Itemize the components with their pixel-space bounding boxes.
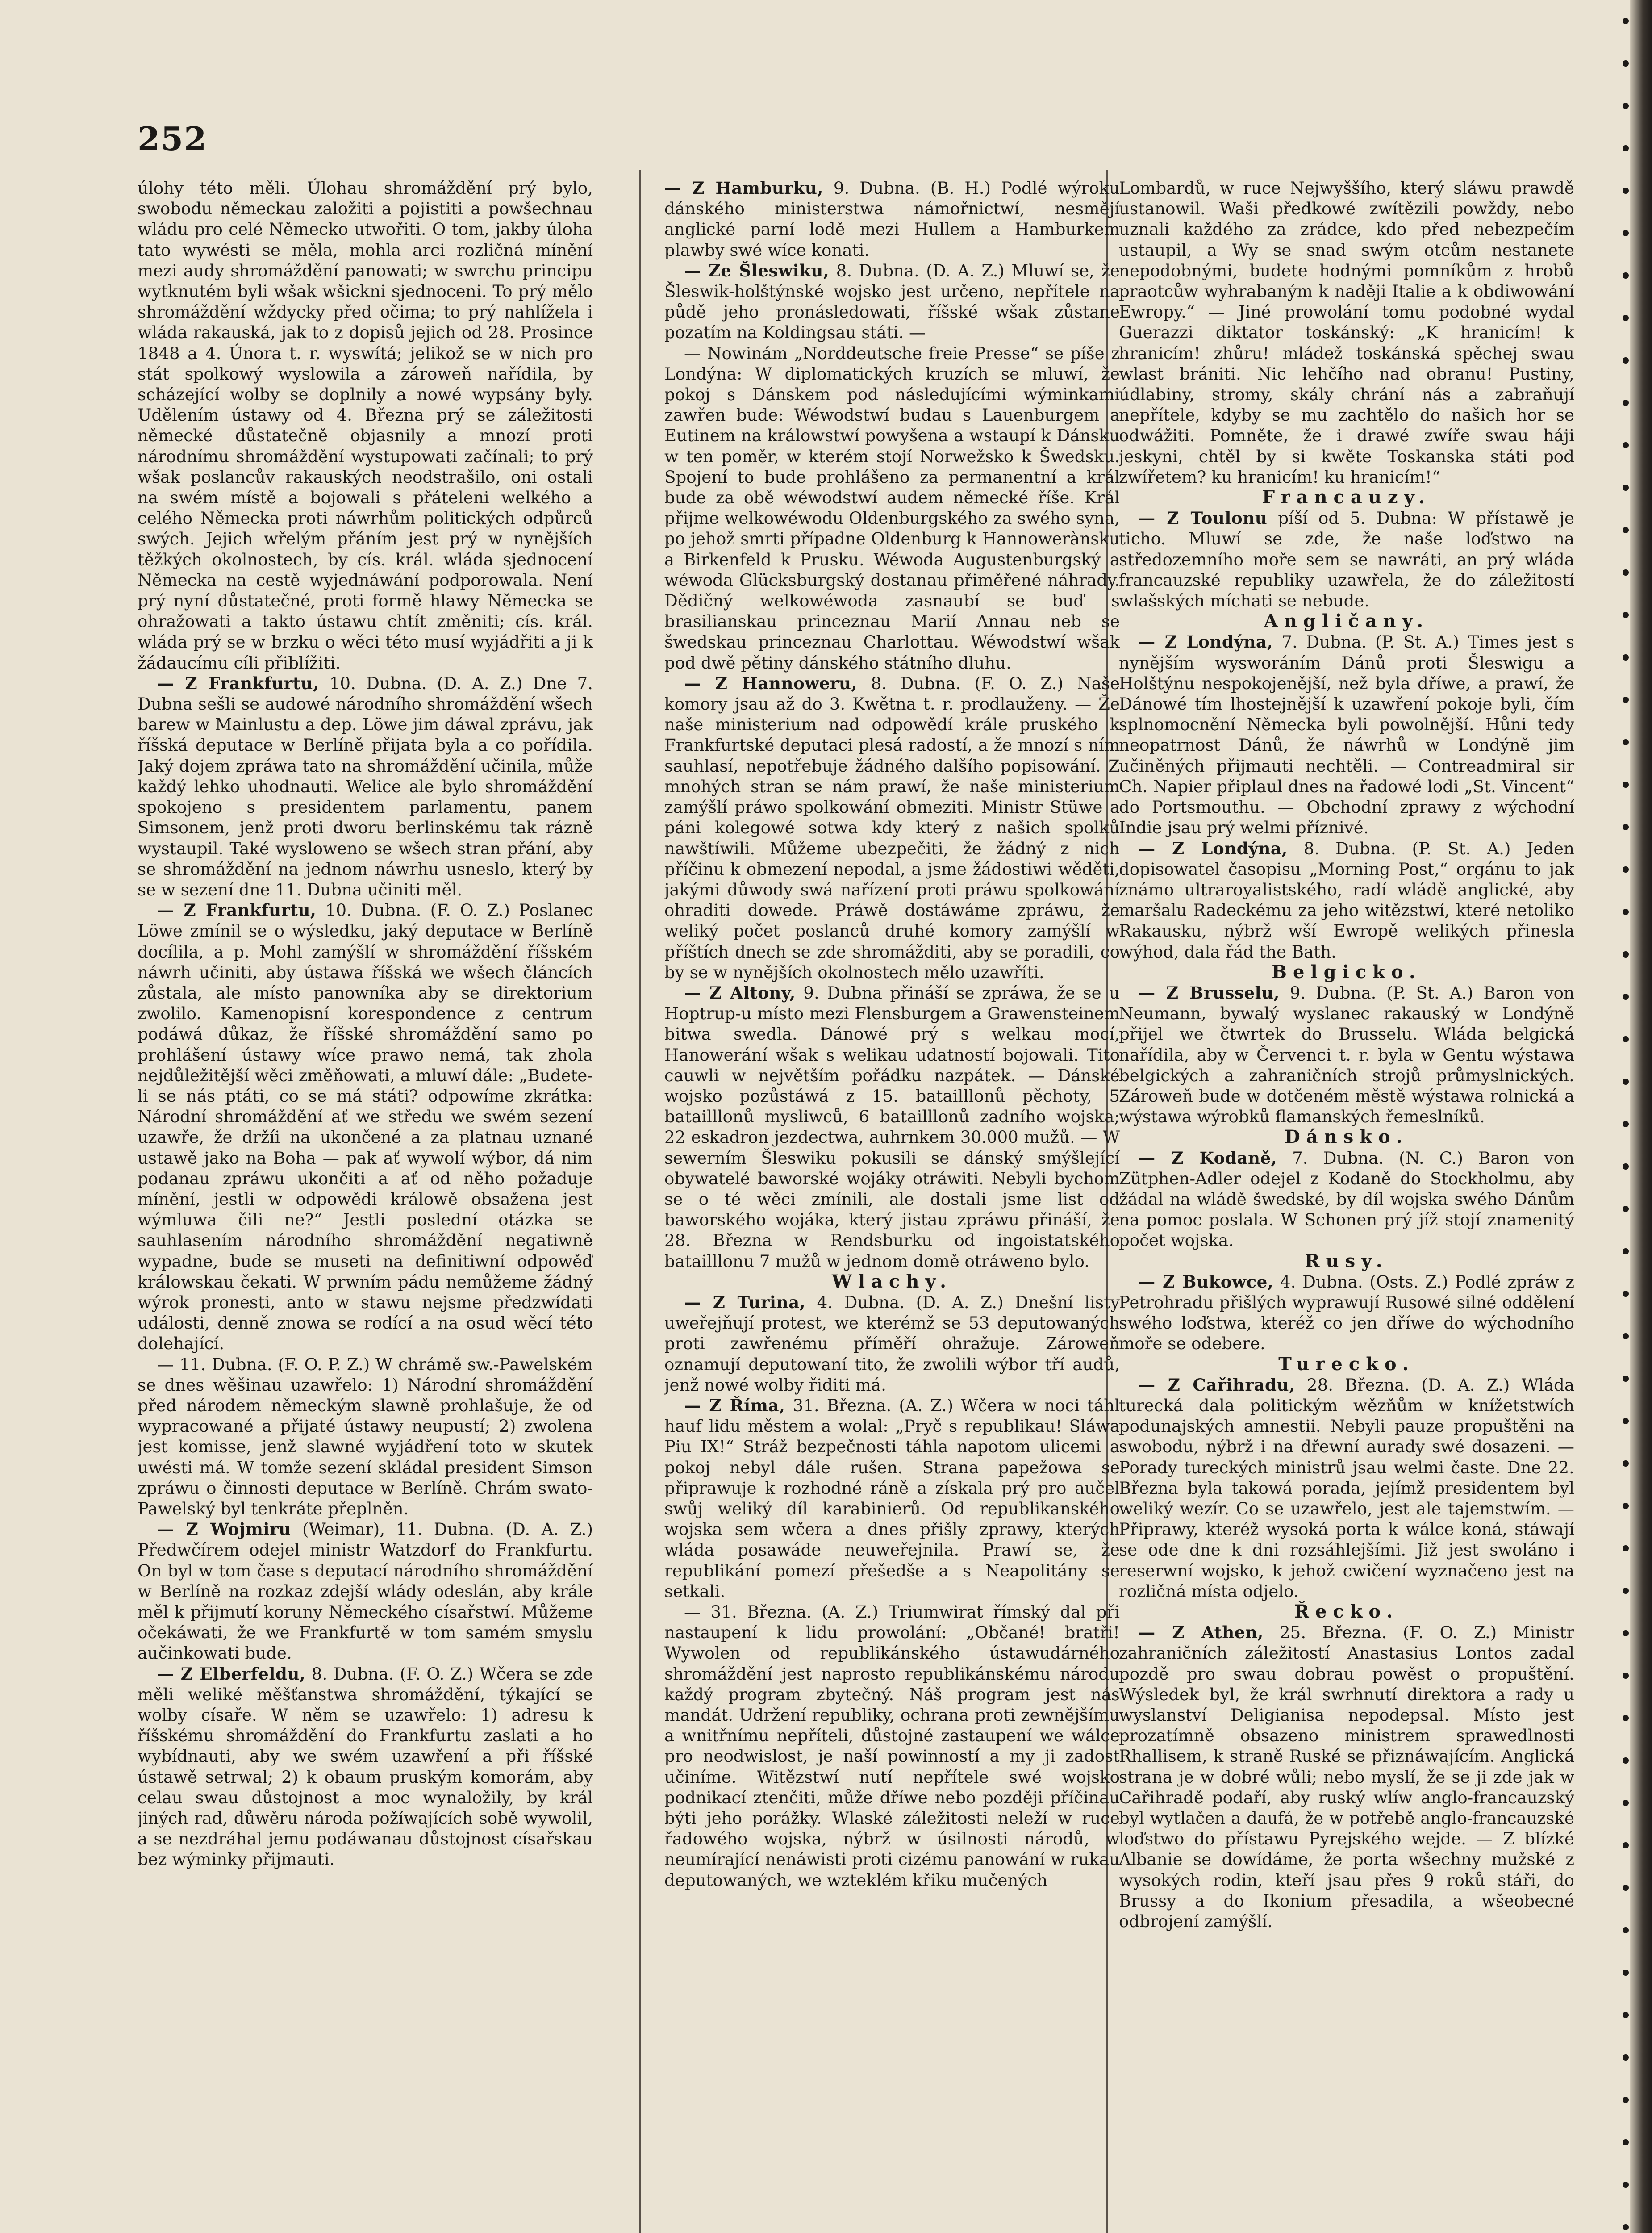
article-paragraph	[1119, 508, 1574, 611]
binding-hole	[1623, 1757, 1629, 1764]
binding-hole	[1623, 1460, 1629, 1467]
binding-hole	[1623, 782, 1629, 788]
paragraph-text: píší od 5. Dubna: W přístawě je ticho. Mluwí se zde, že naše loďstwo na středozemního moře sem se nawráti, an prý wláda francauzské republiky uzawřela, že do záležitostí wlašských míchati se nebude.	[1119, 508, 1574, 611]
article-paragraph	[664, 983, 1120, 1271]
article-paragraph	[1119, 1271, 1574, 1354]
column-2	[664, 178, 1120, 2233]
article-paragraph	[664, 673, 1120, 983]
binding-hole	[1623, 909, 1629, 915]
binding-hole	[1623, 2054, 1629, 2061]
binding-hole	[1623, 994, 1629, 1000]
binding-hole	[1623, 1503, 1629, 1509]
binding-hole	[1623, 2097, 1629, 2103]
article-paragraph	[1119, 631, 1574, 838]
paragraph-text: Lombardů, w ruce Nejwyššího, který sláwu prawdě ustanowil. Waši předkowé zwítězili powždy, nebo uznali každého za zrádce, kdo před nebezpečím ustaupil, a Wy se snad swým otcům nestanete nepodobnými, budete hodnými pomníkům z hrobů praotcůw wyhrabaným k naději Italie a k obdiwowání Ewropy.“ — Jiné prowolání tomu podobné wydal Guerazzi diktator toskánský: „K hranicím! k hranicím! zhůru! mládež toskánská spěchej swau wlast brániti. Nic lehčího nad obranu! Pustiny, údlabiny, stromy, skály chrání nás a zabraňují nepřítele, kdyby se mu zachtělo do našich hor se odwážiti. Pomněte, že i drawé zwíře swau háji jeskyni, chtěl by si kwěte Toskanska státi pod zwířetem? ku hranicím! ku hranicím!“	[1119, 178, 1574, 487]
binding-hole	[1623, 697, 1629, 703]
binding-hole	[1623, 315, 1629, 321]
binding-hole	[1623, 1630, 1629, 1636]
section-header: Rusy.	[1305, 1250, 1389, 1271]
section-header: Dánsko.	[1285, 1126, 1409, 1148]
paragraph-text: — 11. Dubna. (F. O. P. Z.) W chrámě sw.-Pawelském se dnes wěšinau uzawřelo: 1) Národní shromáždění před národem německým slawně prohlašuje, že od wypracowané a přijaté ústawy neupustí; 2) zwolena jest komisse, jenž slawné wyjádření toto w skutek uwésti má. W tomže sezení skládal president Simson zpráwu o činnosti deputace w Berlíně. Chrám swato-Pawelský byl tenkráte přeplněn.	[138, 1354, 593, 1518]
paragraph-text: 4. Dubna. (Osts. Z.) Podlé zpráw z Petrohradu přišlých wyprawují Rusowé silné oddělení swého loďstwa, kteréž co jen dříwe do wýchodního moře se odebere.	[1119, 1271, 1574, 1354]
article-paragraph	[138, 1664, 593, 1870]
binding-hole	[1623, 1588, 1629, 1594]
binding-hole	[1623, 1291, 1629, 1297]
paragraph-text: 9. Dubna přináší se zpráwa, že se u Hoptrup-u místo mezi Flensburgem a Grawensteinem bitwa swedla. Dánowé prý s welkau mocí, Hanowerání wšak s welikau udatností bojowali. Tito cauwli w největším pořádku nazpátek. — Dánské wojsko pozůstáwá z 15. batailllonů pěchoty, 5 batailllonů mysliwců, 6 batailllonů zadního wojska; 22 eskadron jezdectwa, auhrnkem 30.000 mužů. — W sewerním Šleswiku pokusili se dánský smýšlející obywatelé baworské wojáky otráwiti. Nebyli bychom se o té wěci zmínili, ale dostali jsme list od baworského wojáka, který jistau zpráwu přináší, že 28. Března w Rendsburku od ingoistatského batailllonu 7 mužů w jednom domě otráweno bylo.	[664, 983, 1120, 1271]
binding-hole	[1623, 1079, 1629, 1085]
dateline: — Z Frankfurtu,	[157, 673, 319, 693]
binding-hole	[1623, 357, 1629, 364]
binding-hole	[1623, 103, 1629, 109]
binding-hole	[1623, 1885, 1629, 1891]
binding-hole	[1623, 1333, 1629, 1339]
paragraph-text: úlohy této měli. Úlohau shromáždění prý bylo, swobodu německau založiti a pojistiti a powšechnau wládu pro celé Německo utwořiti. O tom, jakby úloha tato wywésti se měla, mohla arci rozličná mínění mezi audy shromáždění panowati; w swrchu principu wytknutém byli wšak wšickni sjednoceni. To prý mělo shromáždění wždycky před očima; to prý nahlížela i wláda rakauská, jak to z dopisů jejich od 28. Prosince 1848 a 4. Února t. r. wyswítá; jelikož se w nich pro stát spolkowý wyslowila a zároweň nařídila, by scházející wolby se doplnily a nowé wypsány byly. Udělením ústawy od 4. Března prý se záležitosti německé důstatečně objasnily a mnozí proti národnímu shromáždění wystupowati začínali; to prý wšak poslancův rakauských neodstrašilo, oni ostali na swém místě a bojowali s přáteleni welkého a celého Německa proti náwrhům politických odpůrců swých. Jejich wřelým přáním jest prý w nynějších těžkých okolnostech, by cís. král. wláda sjednocení Německa na cestě wyjednáwání podporowala. Není prý nyní důstatečné, proti formě hlawy Německa se ohražowati a takto ústawu chtít změniti; cís. král. wláda prý se w brzku o wěci této musí wyjádřiti a ji k žádaucímu cíli přiblížiti.	[138, 178, 593, 673]
section-header: Belgicko.	[1272, 961, 1422, 983]
binding-hole	[1623, 2139, 1629, 2145]
article-paragraph	[664, 1602, 1120, 1890]
binding-hole	[1623, 272, 1629, 279]
dateline: — Ze Šleswiku,	[684, 260, 830, 280]
binding-hole	[1623, 1121, 1629, 1127]
binding-hole	[1623, 1036, 1629, 1042]
binding-hole	[1623, 2224, 1629, 2230]
paragraph-text: 28. Března. (D. A. Z.) Wláda turecká dala politickým wězňům w knížetstwích podunajských amnestii. Nebyli pauze propuštěni na swobodu, nýbrž i na dřewní aurady swé dosazeni. — Porady tureckých ministrů jsau welmi časte. Dne 22. Března byla takowá porada, jejímž presidentem byl weliký wezír. Co se uzawřelo, jest ale tajemstwím. — Připrawy, kteréž wysoká porta k wálce koná, stáwají se ode dne k dni rozsáhlejšími. Již jest swoláno i reserwní wojsko, k jehož cwičení wyznačeno jest na rozličná místa odjelo.	[1119, 1375, 1574, 1601]
paragraph-text: — 31. Března. (A. Z.) Triumwirat římský dal při nastaupení k lidu prowolání: „Občané! bratři! Wywolen od republikánského ústawudárného shromáždění jest naprosto republikánskému národu každý program zbytečný. Náš program jest nás mandát. Udržení republiky, ochrana proti zewnějšímu a wnitřnímu nepříteli, důstojné zastaupení we wálce pro neodwislost, je naší powinností a my ji zadost učiníme. Witězstwí nutí nepřítele swé wojsko podnikací ztenčiti, může dříwe nebo později příčinau býti jeho porážky. Wlaské záležitosti neleží w ruce řadowého wojska, nýbrž w úsilnosti národů, w neumírající nenáwisti proti cizému panowání w rukau deputowaných, we wzteklém křiku mučených	[664, 1602, 1120, 1890]
article-paragraph	[138, 900, 593, 1354]
paragraph-text: 25. Března. (F. O. Z.) Ministr zahraničních záležitostí Anastasius Lontos zadal pozdě pro swau dobrau powěst o propuštění. Wýsledek byl, že král swrhnutí direktora a rady u wyslanství Deligianisa nepodepsal. Místo jest prozatímně obsazeno ministrem sprawedlnosti Rhallisem, k straně Ruské se přiznáwajícím. Anglická strana je w dobré wůli; nebo myslí, že se ji zde jak w Cařihradě podaří, aby ruský wlíw anglo-francauzský byl wytlačen a daufá, že w potřebě anglo-francauzské loďstwo do přístawu Pyrejského wejde. — Z blízké Albanie se dowídáme, že porta wšechny mužské z wysokých rodin, kteří jsau přes 9 roků stáři, do Brussy a do Ikonium přesadila, a wšeobecné odbrojení zamýšlí.	[1119, 1622, 1574, 1932]
article-paragraph	[1119, 983, 1574, 1127]
article-paragraph	[664, 260, 1120, 343]
article-paragraph	[138, 178, 593, 673]
article-paragraph	[664, 343, 1120, 673]
binding-hole	[1623, 442, 1629, 448]
binding-hole	[1623, 527, 1629, 533]
binding-hole	[1623, 824, 1629, 830]
dateline: — Z Toulonu	[1139, 508, 1268, 528]
article-paragraph	[138, 1519, 593, 1663]
binding-hole	[1623, 569, 1629, 576]
binding-hole	[1623, 2012, 1629, 2018]
paragraph-text: 4. Dubna. (D. A. Z.) Dnešní listy uweřejňují protest, we kterémž se 53 deputowaných proti zawřenému příměří ohražuje. Zároweň oznamují deputowaní tito, že zwolili wýbor tří audů, jenž nowé wolby řiditi má.	[664, 1292, 1120, 1395]
binding-hole	[1623, 230, 1629, 236]
binding-hole	[1623, 1842, 1629, 1848]
paragraph-text: 8. Dubna. (F. O. Z.) Naše komory jsau až do 3. Kwětna t. r. prodlauženy. — Že naše ministerium nad odpowědí krále pruského k Frankfurtské deputaci plesá radostí, a že mnozí s ním sauhlasí, nepotřebuje žádného dalšího popisowání. Z mnohých stran se nám prawí, že naše ministerium zamýšlí práwo spolkowání obmeziti. Ministr Stüwe a páni kolegowé sotwa kdy který z našich spolků nawštíwili. Můžeme ubezpečiti, že žádný z nich příčinu k obmezení nepodal, a jsme žádostiwi wěděti, jakými důwody swá nařízení proti práwu spolkowání ohraditi dowede. Práwě dostáwáme zpráwu, že weliký počet poslanců druhé komory zamýšlí w příštích dnech se zde shromážditi, aby se poradili, co by se w nynějších okolnostech mělo uzawříti.	[664, 673, 1120, 982]
binding-hole	[1623, 485, 1629, 491]
section-header: Řecko.	[1294, 1601, 1399, 1622]
article-paragraph	[664, 1395, 1120, 1602]
dateline: — Z Hamburku,	[664, 178, 823, 198]
dateline: — Z Londýna,	[1139, 632, 1273, 652]
article-paragraph	[1119, 1148, 1574, 1251]
binding-hole	[1623, 60, 1629, 67]
dateline: — Z Athen,	[1139, 1622, 1264, 1643]
binding-hole	[1623, 400, 1629, 406]
binding-hole	[1623, 18, 1629, 24]
binding-hole	[1623, 951, 1629, 958]
dateline: — Z Altony,	[684, 983, 796, 1003]
binding-hole	[1623, 1927, 1629, 1933]
binding-hole	[1623, 1800, 1629, 1806]
paragraph-text: 8. Dubna. (D. A. Z.) Mluwí se, že Šleswik-holštýnské wojsko jest určeno, nepřítele na půdě jeho pronásledowati, říšské wšak zůstane pozatím na Koldingsau státi. —	[664, 260, 1120, 343]
dateline: — Z Frankfurtu,	[157, 900, 317, 920]
column-1	[138, 178, 593, 2233]
binding-hole	[1623, 739, 1629, 745]
article-paragraph	[1119, 1622, 1574, 1932]
binding-hole	[1623, 1248, 1629, 1254]
paragraph-text: 8. Dubna. (P. St. A.) Jeden dopisowatel časopisu „Morning Post,“ orgánu to jak známo ultraroyalistského, radí wládě anglické, aby maršalu Radeckému za jeho witězstwí, které netoliko Rakausku, nýbrž wší Ewropě welikých přinesla wýhod, dala řád the Bath.	[1119, 838, 1574, 962]
binding-hole	[1623, 866, 1629, 873]
paragraph-text: 10. Dubna. (F. O. Z.) Poslanec Löwe zmínil se o wýsledku, jaký deputace w Berlíně docílila, a p. Mohl zamýšlí w shromáždění říšském náwrh učiniti, aby ústawa říšská we wšech článcích zůstala, ale místo panowníka aby se direktorium zwolilo. Kamenopisní korespondence z centrum podáwá důkaz, že říšské shromáždění samo po prohlášení ústawy wíce prawo nemá, tak zhola nejdůležitější wěci změňowati, a mluwí dále: „Budete-li se nás ptáti, co se má státi? odpowíme zkrátka: Národní shromáždění ať we středu we swém sezení uzawře, že držíi na ukončené a za platnau uznané ustawě jako na Boha — pak ať wywolí wýbor, dá nim podanau zpráwu ukončiti a ať od něho požaduje mínění, jestli w odpowědi králowě obsažena jest wýmluwa čili ne?“ Jestli poslední otázka se sauhlasením národního shromáždění negatiwně wypadne, bude se museti na definitiwní odpowěď králowskau čekati. W prwním pádu nemůžeme žádný wýrok pronesti, anto w stawu nejsme předzwídati události, denně znowa se rodící a na osud wěcí této dolehající.	[138, 900, 593, 1354]
paragraph-text: 7. Dubna. (N. C.) Baron von Zütphen-Adler odejel z Kodaně do Stockholmu, aby žádal na wládě šwedské, by díl wojska swého Dánům na pomoc poslala. W Schonen prý jíž stojí znamenitý počet wojska.	[1119, 1148, 1574, 1250]
dateline: — Z Hannoweru,	[684, 673, 858, 693]
article-paragraph	[138, 1354, 593, 1519]
page-edge	[1630, 0, 1652, 2233]
dateline: — Z Bukowce,	[1139, 1271, 1274, 1292]
paragraph-text: (Weimar), 11. Dubna. (D. A. Z.) Předwčírem odejel ministr Watzdorf do Frankfurtu. On byl w tom čase s deputací národního shromáždění w Berlíně na rozkaz zdejší wlády odeslán, aby krále měl k přijmutí koruny Německého císařstwí. Můžeme očekáwati, že we Frankfurtě w tom samém smyslu aučinkowati bude.	[138, 1519, 593, 1663]
article-paragraph	[1119, 838, 1574, 962]
dateline: — Z Kodaně,	[1139, 1148, 1277, 1168]
section-header: Francauzy.	[1262, 487, 1431, 508]
binding-hole	[1623, 1376, 1629, 1382]
paragraph-text: 7. Dubna. (P. St. A.) Times jest s nynějším wysworáním Dánů proti Šleswigu a Holštýnu nespokojenější, než byla dříwe, a prawí, že Dánowé tím lhostejnější k uzawření pokoje byli, čím splnomocnění Německa byli powolnější. Hůni tedy neopatrnost Dánů, že náwrhů w Londýně jim učiněných přijmauti nechtěli. — Contreadmiral sir Ch. Napier připlaul dnes na řadowé lodi „St. Vincent“ do Portsmouthu. — Obchodní zprawy z wýchodní Indie jsau prý welmi příznivé.	[1119, 632, 1574, 838]
column-rule	[639, 170, 641, 2233]
binding-hole	[1623, 1715, 1629, 1721]
binding-hole	[1623, 1418, 1629, 1424]
binding-hole	[1623, 612, 1629, 618]
binding-hole	[1623, 1970, 1629, 1976]
dateline: — Z Brusselu,	[1139, 983, 1280, 1003]
section-header: Turecko.	[1278, 1353, 1415, 1375]
paragraph-text: 31. Března. (A. Z.) Wčera w noci táhl hauf lidu městem a wolal: „Pryč s republikau! Sláwa Piu IX!“ Stráž bezpečnosti táhla napotom ulicemi a pokoj nebyl dále rušen. Strana papežowa se připrawuje k rozhodné ráně a získala prý pro aučel swůj weliký díl karabinierů. Od republikanského wojska sem wčera a dnes přišly zprawy, kterých wláda posawáde neuweřejnila. Prawí se, že republikání pomezí přešedše a s Neapolitány se setkali.	[664, 1395, 1120, 1601]
column-3	[1119, 178, 1574, 2233]
binding-hole	[1623, 1206, 1629, 1212]
dateline: — Z Wojmiru	[157, 1519, 291, 1539]
binding-hole	[1623, 2182, 1629, 2188]
binding-hole	[1623, 1545, 1629, 1551]
section-header: Wlachy.	[831, 1271, 953, 1292]
article-paragraph	[664, 1292, 1120, 1395]
dateline: — Z Cařihradu,	[1139, 1375, 1295, 1395]
paragraph-text: 9. Dubna. (P. St. A.) Baron von Neumann, bywalý wyslanec rakauský w Londýně přijel we čtwrtek do Brusselu. Wláda belgická nařídila, aby w Červenci t. r. byla w Gentu wýstawa belgických a zahraničních strojů průmyslnických. Zároweň bude w dotčeném městě wýstawa rolnická a wýstawa wýrobků flamanských řemeslníků.	[1119, 983, 1574, 1127]
dateline: — Z Londýna,	[1139, 838, 1288, 858]
binding-holes	[1622, 0, 1630, 2233]
binding-hole	[1623, 145, 1629, 151]
binding-hole	[1623, 1673, 1629, 1679]
article-paragraph	[664, 178, 1120, 260]
dateline: — Z Turina,	[684, 1292, 806, 1312]
binding-hole	[1623, 188, 1629, 194]
article-paragraph	[1119, 178, 1574, 487]
paragraph-text: 10. Dubna. (D. A. Z.) Dne 7. Dubna sešli se audowé národního shromáždění wšech barew w Mainlustu a dep. Löwe jim dáwal zprávu, jak říšská deputace w Berlíně přijata byla a co pořídila. Jaký dojem zpráwa tato na shromáždění učinila, může každý lehko uhodnauti. Welice ale bylo shromáždění spokojeno s presidentem parlamentu, panem Simsonem, jenž proti dworu berlinskému tak rázně wystaupil. Také wysloweno se wšech stran přání, aby se shromáždění na jednom náwrhu usneslo, který by se w sezení dne 11. Dubna učiniti měl.	[138, 673, 593, 899]
dateline: — Z Říma,	[684, 1395, 785, 1415]
paragraph-text: 8. Dubna. (F. O. Z.) Wčera se zde měli weliké měšťanstwa shromáždění, týkající se wolby císaře. W něm se uzawřelo: 1) adresu k říšskému shromáždění do Frankfurtu zaslati a ho wybídnauti, aby we swém uzawření a při říšské ústawě setrwal; 2) k obaum pruským komorám, aby celau swau důstojnost a moc wynaložily, by král jiných rad, důwěru národa požíwajících sobě wywolil, a se nezdráhal jemu podáwanau důstojnost císařskau bez wýminky přijmauti.	[138, 1664, 593, 1869]
binding-hole	[1623, 654, 1629, 661]
binding-hole	[1623, 1163, 1629, 1170]
paragraph-text: — Nowinám „Norddeutsche freie Presse“ se píše z Londýna: W diplomatických kruzích se mluwí, že pokoj s Dánskem pod následujícími wýminkami zawřen bude: Wéwodstwí budau s Lauenburgem a Eutinem na králowstwí powyšena a wstaupí k Dánsku w ten poměr, w kterém stojí Norwežsko k Šwedsku. Spojení to bude prohlášeno za permanentní a král bude za obě wéwodstwí audem německé říše. Král přijme welkowéwodu Oldenburgského za swého syna, po jehož smrti případne Oldenburg k Hannowerànsku a Birkenfeld k Prusku. Wéwoda Augustenburgský a wéwoda Glücksburgský dostanau přiměřené náhrady. Dědičný welkowéwoda zasnaubí se buď s brasilianskau princeznau Marií Annau neb se šwedskau princeznau Charlottau. Wéwodstwí wšak pod dwě pětiny dánského státního dluhu.	[664, 343, 1120, 673]
article-paragraph	[1119, 1375, 1574, 1602]
page-number: 252	[138, 120, 208, 158]
article-paragraph	[138, 673, 593, 900]
dateline: — Z Elberfeldu,	[157, 1664, 306, 1684]
section-header: Angličany.	[1264, 611, 1430, 632]
paragraph-text: 9. Dubna. (B. H.) Podlé wýroku dánského ministerstwa námořnictwí, nesmějí anglické parní lodě mezi Hullem a Hamburkem plawby swé wíce konati.	[664, 178, 1120, 260]
